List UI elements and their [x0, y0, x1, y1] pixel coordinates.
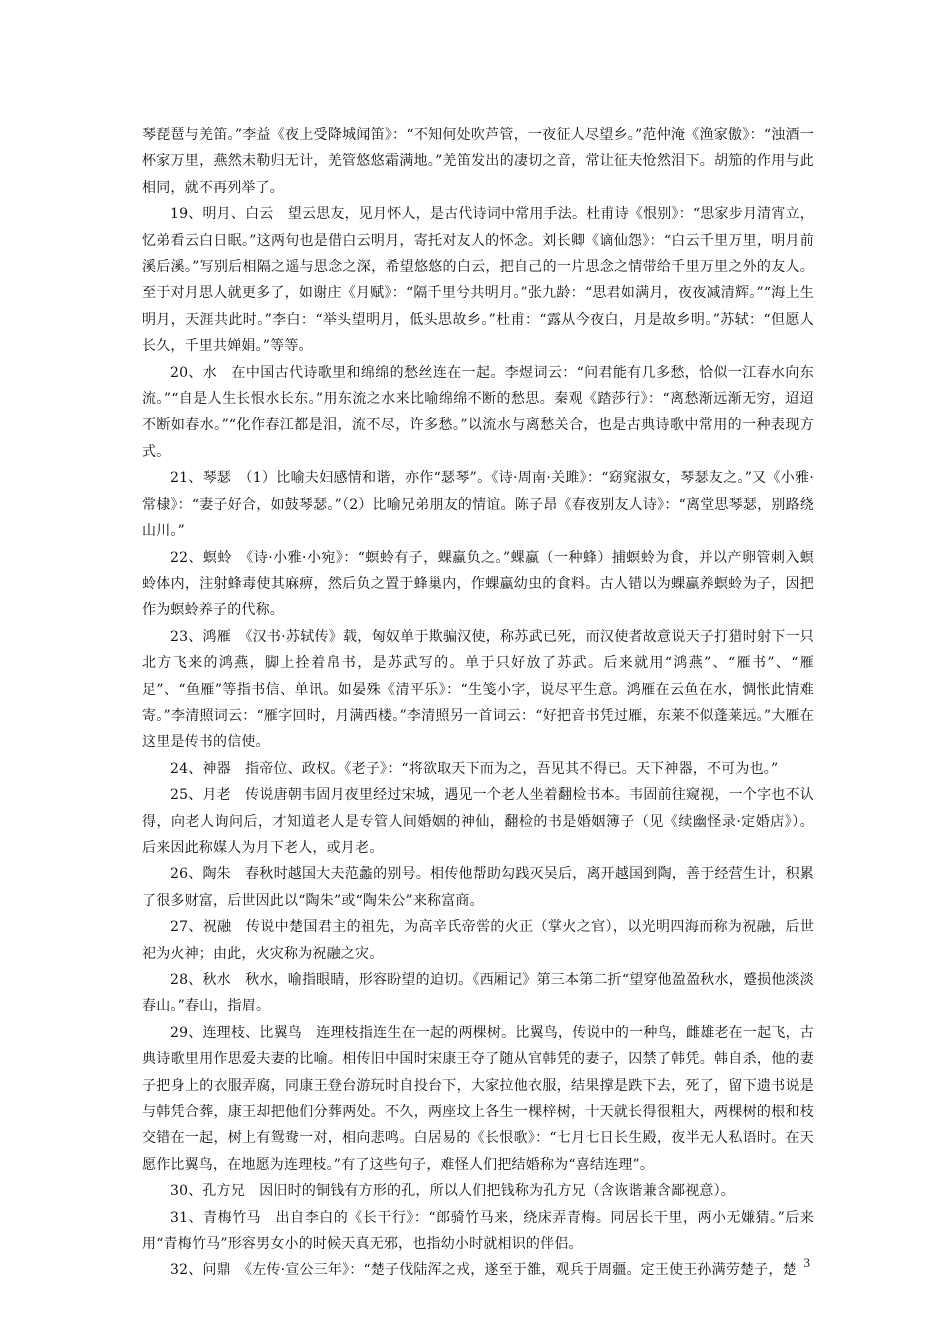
entry-23-hongyan: 23、鸿雁 《汉书·苏轼传》载，匈奴单于欺骗汉使，称苏武已死，而汉使者故意说天子打猎时射下一只北方飞来的鸿燕，脚上拴着帛书，是苏武写的。单于只好放了苏武。后来就用“鸿燕”、“雁书”、“雁足”、“鱼雁”等指书信、单讯。如晏殊《清平乐》：“生笺小字，说尽平生意。鸿雁在云鱼在水，惆怅此情难寄。”李清照词云：“雁字回时，月满西楼。”李清照另一首词云：“好把音书凭过雁，东莱不似蓬莱远。”大雁在这里是传书的信使。	[142, 628, 814, 751]
entry-19-moon-clouds: 19、明月、白云 望云思友，见月怀人，是古代诗词中常用手法。杜甫诗《恨别》：“思家步月清宵立，忆弟看云白日眠。”这两句也是借白云明月，寄托对友人的怀念。刘长卿《谪仙怨》：“白云千里万里，明月前溪后溪。”写别后相隔之遥与思念之深，希望悠悠的白云，把自己的一片思念之情带给千里万里之外的友人。至于对月思人就更多了，如谢庄《月赋》：“隔千里兮共明月。”张九龄：“思君如满月，夜夜减清辉。”“海上生明月，天涯共此时。”李白：“举头望明月，低头思故乡。”杜甫：“露从今夜白，月是故乡明。”苏轼：“但愿人长久，千里共婵娟。”等等。	[142, 206, 814, 355]
entry-29-lianli-biyi: 29、连理枝、比翼鸟 连理枝指连生在一起的两棵树。比翼鸟，传说中的一种鸟，雌雄老在一起飞，古典诗歌里用作思爱夫妻的比喻。相传旧中国时宋康王夺了随从官韩凭的妻子，囚禁了韩凭。韩自杀，他的妻子把身上的衣服弄腐，同康王登台游玩时自投台下，大家拉他衣服，结果撑是跌下去，死了，留下遗书说是与韩凭合葬，康王却把他们分葬两处。不久，两座坟上各生一棵梓树，十天就长得很粗大，两棵树的根和枝交错在一起，树上有鸳鸯一对，相向悲鸣。白居易的《长恨歌》：“七月七日长生殿，夜半无人私语时。在天愿作比翼鸟，在地愿为连理枝。”有了这些句子，难怪人们把结婚称为“喜结连理”。	[142, 1024, 814, 1173]
page-number: 3	[803, 1255, 810, 1270]
entry-21-qinse: 21、琴瑟 （1）比喻夫妇感情和谐，亦作“瑟琴”。《诗·周南·关雎》：“窈窕淑女，琴瑟友之。”又《小雅·常棣》：“妻子好合，如鼓琴瑟。”（2）比喻兄弟朋友的情谊。陈子昂《春夜别友人诗》：“离堂思琴瑟，别路绕山川。”	[142, 470, 814, 540]
entry-31-qingmei-zhuma: 31、青梅竹马 出自李白的《长干行》：“郎骑竹马来，绕床弄青梅。同居长干里，两小无嫌猜。”后来用“青梅竹马”形容男女小的时候天真无邪，也指幼小时就相识的伴侣。	[142, 1209, 814, 1253]
entry-20-water: 20、水 在中国古代诗歌里和绵绵的愁丝连在一起。李煜词云：“问君能有几多愁，恰似一江春水向东流。”“自是人生长恨水长东。”用东流之水来比喻绵绵不断的愁思。秦观《踏莎行》：“离愁渐远渐无穷，迢迢不断如春水。”“化作春江都是泪，流不尽，许多愁。”以流水与离愁关合，也是古典诗歌中常用的一种表现方式。	[142, 364, 814, 460]
entry-22-mingling: 22、螟蛉 《诗·小雅·小宛》：“螟蛉有子，蜾蠃负之。”蜾蠃（一种蜂）捕螟蛉为食，并以产卵管刺入螟蛉体内，注射蜂毒使其麻痹，然后负之置于蜂巢内，作蜾蠃幼虫的食料。古人错以为蜾蠃养螟蛉为子，因把作为螟蛉养子的代称。	[142, 549, 814, 619]
paragraph-continuation: 琴琵琶与羌笛。”李益《夜上受降城闻笛》：“不知何处吹芦管，一夜征人尽望乡。”范仲淹《渔家傲》：“浊酒一杯家万里，燕然未勒归无计，羌管悠悠霜满地。”羌笛发出的凄切之音，常让征夫怆然泪下。胡笳的作用与此相同，就不再列举了。	[142, 127, 814, 196]
entry-26-taozhu: 26、陶朱 春秋时越国大夫范蠡的别号。相传他帮助勾践灭吴后，离开越国到陶，善于经营生计，积累了很多财富，后世因此以“陶朱”或“陶朱公”来称富商。	[142, 866, 814, 909]
entry-28-qiushui: 28、秋水 秋水，喻指眼睛，形容盼望的迫切。《西厢记》第三本第二折“望穿他盈盈秋水，蹙损他淡淡春山。”春山，指眉。	[142, 972, 814, 1015]
entry-27-zhurong: 27、祝融 传说中楚国君主的祖先，为高辛氏帝喾的火正（掌火之官），以光明四海而称为祝融，后世祀为火神；由此，火灾称为祝融之灾。	[142, 919, 814, 962]
entry-24-shenqi: 24、神器 指帝位、政权。《老子》：“将欲取天下而为之，吾见其不得已。天下神器，不可为也。”	[170, 760, 779, 777]
entry-32-wending: 32、问鼎 《左传·宣公三年》：“楚子伐陆浑之戎，遂至于雒，观兵于周疆。定王使王孙满劳楚子，楚	[170, 1262, 797, 1279]
entry-25-yuelao: 25、月老 传说唐朝韦固月夜里经过宋城，遇见一个老人坐着翻检书本。韦固前往窥视，一个字也不认得，向老人询问后，才知道老人是专管人间婚姻的神仙，翻检的书是婚姻簿子（见《续幽怪录·定婚店》）。后来因此称媒人为月下老人，或月老。	[142, 787, 814, 856]
document-body	[142, 122, 814, 1284]
entry-30-kongfangxiong: 30、孔方兄 因旧时的铜钱有方形的孔，所以人们把钱称为孔方兄（含诙谐兼含鄙视意）。	[170, 1183, 736, 1200]
